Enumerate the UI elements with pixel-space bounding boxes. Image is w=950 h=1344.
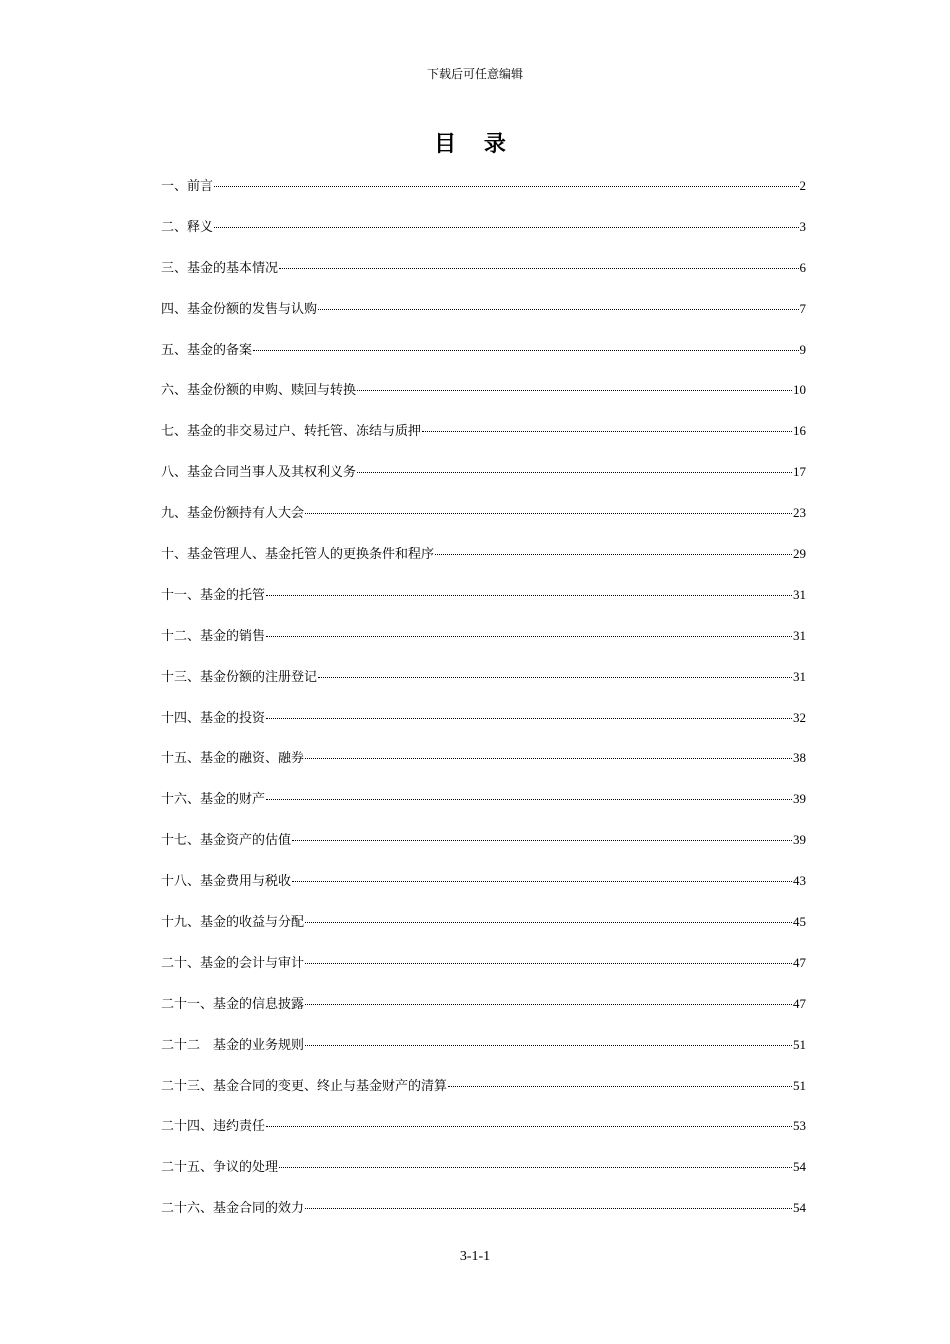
toc-dot-leader <box>435 554 792 555</box>
toc-dot-leader <box>357 472 792 473</box>
toc-entry[interactable] <box>161 871 806 912</box>
toc-entry-label: 二十六、基金合同的效力 <box>161 1201 305 1217</box>
toc-entry-label: 四、基金份额的发售与认购 <box>161 301 318 317</box>
toc-entry[interactable] <box>161 667 806 708</box>
toc-entry-label: 二十、基金的会计与审计 <box>161 955 305 971</box>
toc-entry-label: 二、释义 <box>161 219 214 235</box>
toc-dot-leader <box>279 268 798 269</box>
toc-dot-leader <box>266 636 792 637</box>
toc-dot-leader <box>266 595 792 596</box>
toc-entry-page-number: 31 <box>793 627 806 643</box>
toc-dot-leader <box>305 1208 792 1209</box>
toc-entry-label: 三、基金的基本情况 <box>161 260 279 276</box>
toc-dot-leader <box>214 186 798 187</box>
toc-entry-page-number: 39 <box>793 832 806 848</box>
table-of-contents <box>161 176 806 1239</box>
toc-entry-page-number: 47 <box>793 995 806 1011</box>
toc-dot-leader <box>318 309 798 310</box>
toc-entry-label: 二十四、违约责任 <box>161 1119 266 1135</box>
toc-entry[interactable] <box>161 380 806 421</box>
toc-entry[interactable] <box>161 789 806 830</box>
toc-dot-leader <box>292 840 792 841</box>
toc-entry-page-number: 9 <box>799 341 806 357</box>
toc-dot-leader <box>214 227 798 228</box>
toc-dot-leader <box>305 758 792 759</box>
toc-entry[interactable] <box>161 1198 806 1239</box>
toc-entry-page-number: 23 <box>793 505 806 521</box>
toc-entry-page-number: 2 <box>799 178 806 193</box>
toc-entry-page-number: 54 <box>793 1200 806 1216</box>
toc-entry[interactable] <box>161 176 806 217</box>
toc-entry[interactable] <box>161 1157 806 1198</box>
toc-entry[interactable] <box>161 708 806 749</box>
toc-title: 目 录 <box>434 131 516 157</box>
toc-entry[interactable] <box>161 299 806 340</box>
toc-entry-label: 十八、基金费用与税收 <box>161 874 292 890</box>
toc-entry-page-number: 6 <box>799 259 806 275</box>
toc-entry-label: 十七、基金资产的估值 <box>161 833 292 849</box>
toc-entry-page-number: 3 <box>799 218 806 234</box>
toc-entry-page-number: 51 <box>793 1036 806 1052</box>
toc-dot-leader <box>305 963 792 964</box>
toc-entry-page-number: 31 <box>793 668 806 684</box>
toc-entry[interactable] <box>161 1116 806 1157</box>
toc-dot-leader <box>305 1004 792 1005</box>
toc-entry[interactable] <box>161 421 806 462</box>
toc-entry[interactable] <box>161 626 806 667</box>
toc-entry-page-number: 10 <box>793 382 806 398</box>
toc-entry-label: 九、基金份额持有人大会 <box>161 506 305 522</box>
toc-entry-label: 十四、基金的投资 <box>161 710 266 726</box>
toc-entry-page-number: 51 <box>793 1077 806 1093</box>
toc-entry-label: 五、基金的备案 <box>161 342 253 358</box>
toc-dot-leader <box>318 677 792 678</box>
toc-entry-label: 十一、基金的托管 <box>161 587 266 603</box>
toc-entry-label: 二十三、基金合同的变更、终止与基金财产的清算 <box>161 1078 448 1094</box>
header-note: 下载后可任意编辑 <box>426 67 523 81</box>
toc-entry[interactable] <box>161 1076 806 1117</box>
toc-entry-page-number: 31 <box>793 586 806 602</box>
toc-entry-page-number: 45 <box>793 914 806 930</box>
toc-entry-label: 十、基金管理人、基金托管人的更换条件和程序 <box>161 547 435 563</box>
toc-entry-page-number: 39 <box>793 791 806 807</box>
toc-entry-label: 十二、基金的销售 <box>161 628 266 644</box>
toc-entry-label: 十六、基金的财产 <box>161 792 266 808</box>
toc-entry-page-number: 47 <box>793 954 806 970</box>
toc-entry[interactable] <box>161 830 806 871</box>
toc-entry-page-number: 16 <box>793 423 806 439</box>
toc-dot-leader <box>357 390 792 391</box>
toc-entry-label: 八、基金合同当事人及其权利义务 <box>161 465 357 481</box>
toc-entry-label: 十五、基金的融资、融券 <box>161 751 305 767</box>
toc-entry-label: 二十五、争议的处理 <box>161 1160 279 1176</box>
toc-entry[interactable] <box>161 994 806 1035</box>
toc-dot-leader <box>266 1126 792 1127</box>
toc-dot-leader <box>292 881 792 882</box>
toc-dot-leader <box>422 431 792 432</box>
toc-entry-label: 二十一、基金的信息披露 <box>161 996 305 1012</box>
toc-dot-leader <box>305 513 792 514</box>
toc-entry[interactable] <box>161 953 806 994</box>
toc-dot-leader <box>266 718 792 719</box>
toc-entry-page-number: 38 <box>793 750 806 766</box>
toc-entry[interactable] <box>161 748 806 789</box>
toc-entry[interactable] <box>161 585 806 626</box>
toc-entry-label: 一、前言 <box>161 179 214 194</box>
toc-dot-leader <box>305 1045 792 1046</box>
toc-entry[interactable] <box>161 503 806 544</box>
toc-entry-page-number: 53 <box>793 1118 806 1134</box>
toc-entry[interactable] <box>161 912 806 953</box>
toc-entry-page-number: 7 <box>799 300 806 316</box>
toc-entry-page-number: 29 <box>793 546 806 562</box>
toc-entry-label: 二十二 基金的业务规则 <box>161 1037 305 1053</box>
toc-entry[interactable] <box>161 217 806 258</box>
toc-entry-label: 六、基金份额的申购、赎回与转换 <box>161 383 357 399</box>
toc-entry-page-number: 32 <box>793 709 806 725</box>
toc-dot-leader <box>305 922 792 923</box>
toc-entry[interactable] <box>161 1035 806 1076</box>
toc-dot-leader <box>266 799 792 800</box>
toc-entry-label: 十三、基金份额的注册登记 <box>161 669 318 685</box>
toc-dot-leader <box>448 1086 792 1087</box>
toc-entry[interactable] <box>161 544 806 585</box>
page-footer-number: 3-1-1 <box>459 1249 491 1264</box>
toc-entry-page-number: 43 <box>793 873 806 889</box>
toc-entry[interactable] <box>161 340 806 381</box>
toc-entry[interactable] <box>161 258 806 299</box>
toc-entry-label: 十九、基金的收益与分配 <box>161 915 305 931</box>
toc-dot-leader <box>279 1167 792 1168</box>
toc-entry-page-number: 17 <box>793 464 806 480</box>
toc-entry[interactable] <box>161 462 806 503</box>
toc-entry-label: 七、基金的非交易过户、转托管、冻结与质押 <box>161 424 422 440</box>
toc-dot-leader <box>253 350 798 351</box>
toc-entry-page-number: 54 <box>793 1159 806 1175</box>
